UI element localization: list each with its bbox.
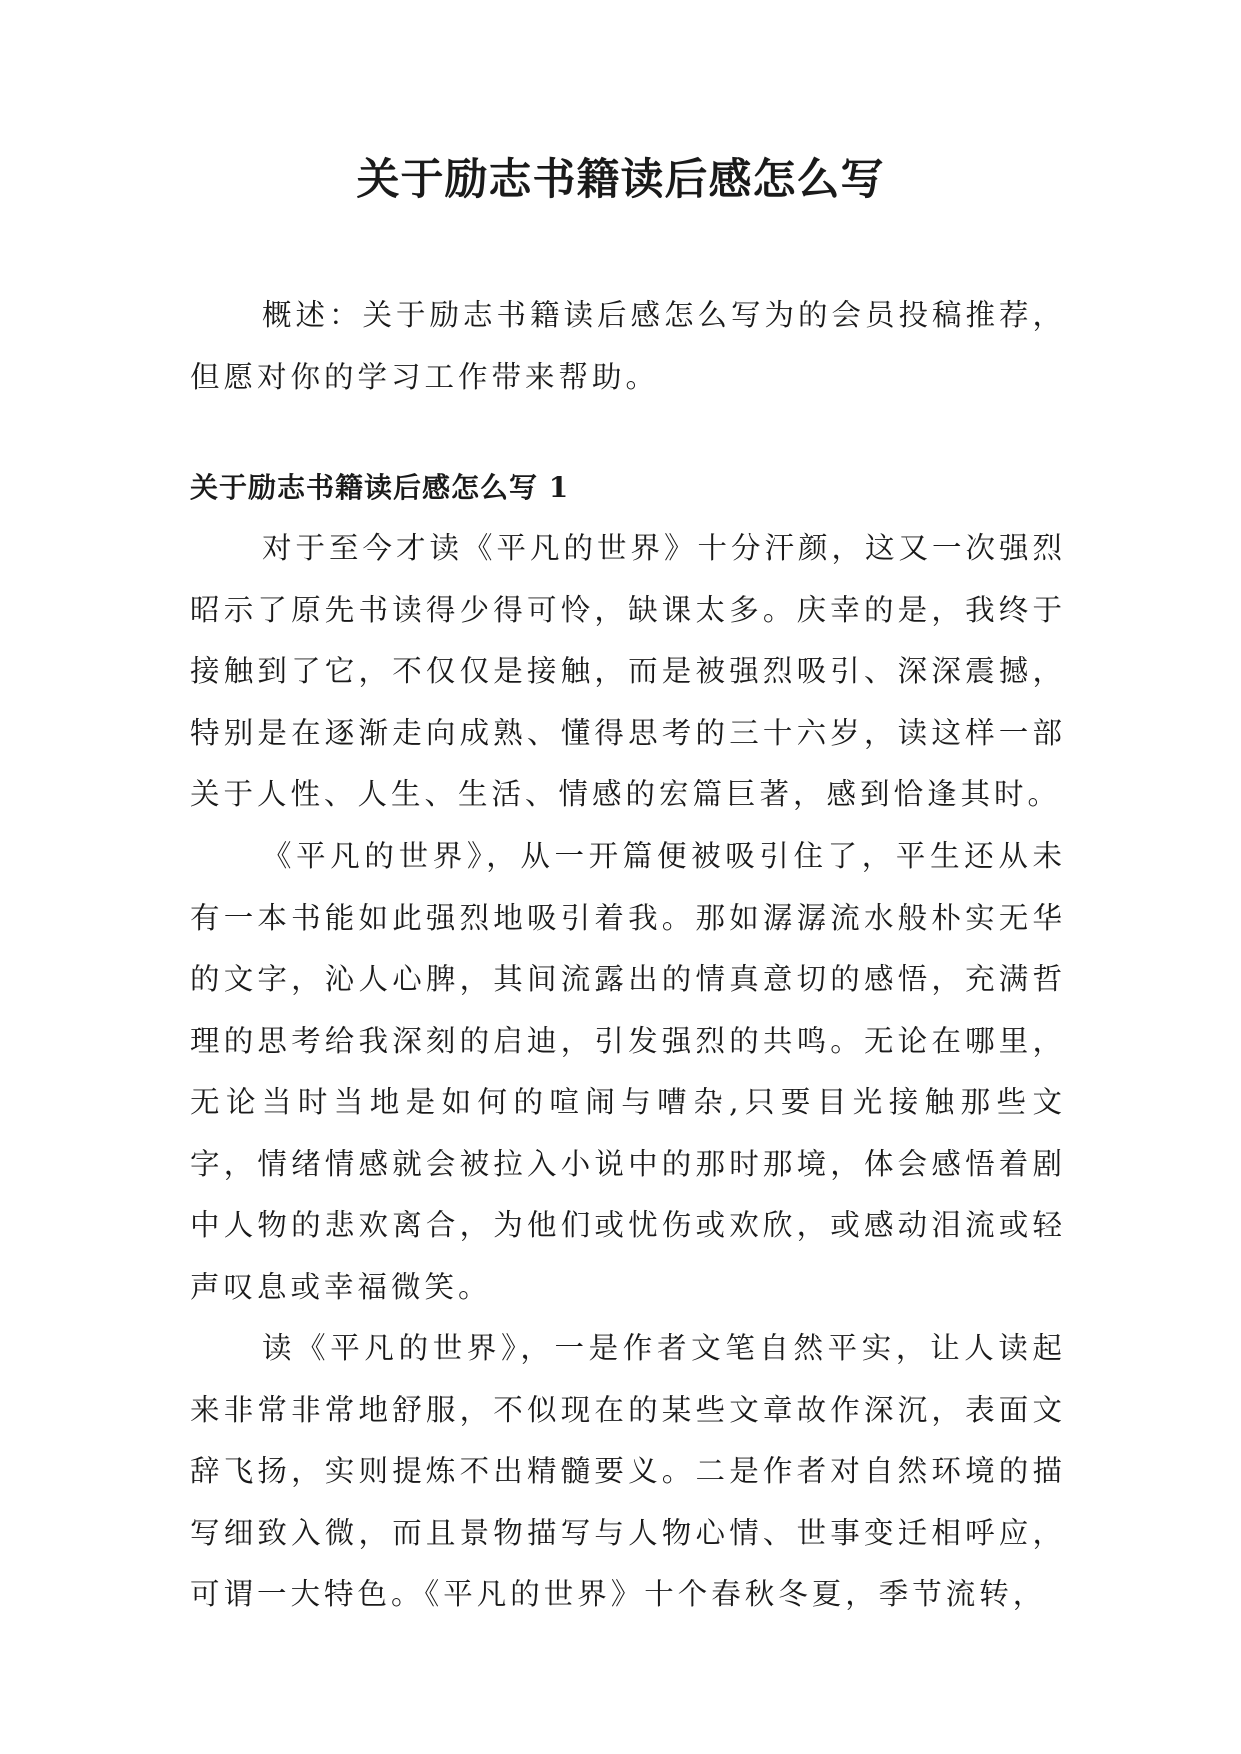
- body-paragraph: 《平凡的世界》，从一开篇便被吸引住了，平生还从未有一本书能如此强烈地吸引着我。那如潺潺流水般朴实无华的文字，沁人心脾，其间流露出的情真意切的感悟，充满哲理的思考给我深刻的启迪，引发强烈的共鸣。无论在哪里，无论当时当地是如何的喧闹与嘈杂,只要目光接触那些文字，情绪情感就会被拉入小说中的那时那境，体会感悟着剧中人物的悲欢离合，为他们或忧伤或欢欣，或感动泪流或轻声叹息或幸福微笑。: [190, 839, 1066, 1304]
- body-paragraph: 读《平凡的世界》，一是作者文笔自然平实，让人读起来非常非常地舒服，不似现在的某些文章故作深沉，表面文辞飞扬，实则提炼不出精髓要义。二是作者对自然环境的描写细致入微，而且景物描写与人物心情、世事变迁相呼应，可谓一大特色。《平凡的世界》十个春秋冬夏，季节流转，: [190, 1331, 1066, 1611]
- section-heading: 关于励志书籍读后感怎么写 1: [190, 471, 570, 504]
- summary-paragraph: 概述：关于励志书籍读后感怎么写为的会员投稿推荐，但愿对你的学习工作带来帮助。: [190, 298, 1067, 394]
- body-paragraph: 对于至今才读《平凡的世界》十分汗颜，这又一次强烈昭示了原先书读得少得可怜，缺课太多。庆幸的是，我终于接触到了它，不仅仅是接触，而是被强烈吸引、深深震撼，特别是在逐渐走向成熟、懂得思考的三十六岁，读这样一部关于人性、人生、生活、情感的宏篇巨著，感到恰逢其时。: [190, 531, 1067, 811]
- document-title: 关于励志书籍读后感怎么写: [356, 155, 885, 205]
